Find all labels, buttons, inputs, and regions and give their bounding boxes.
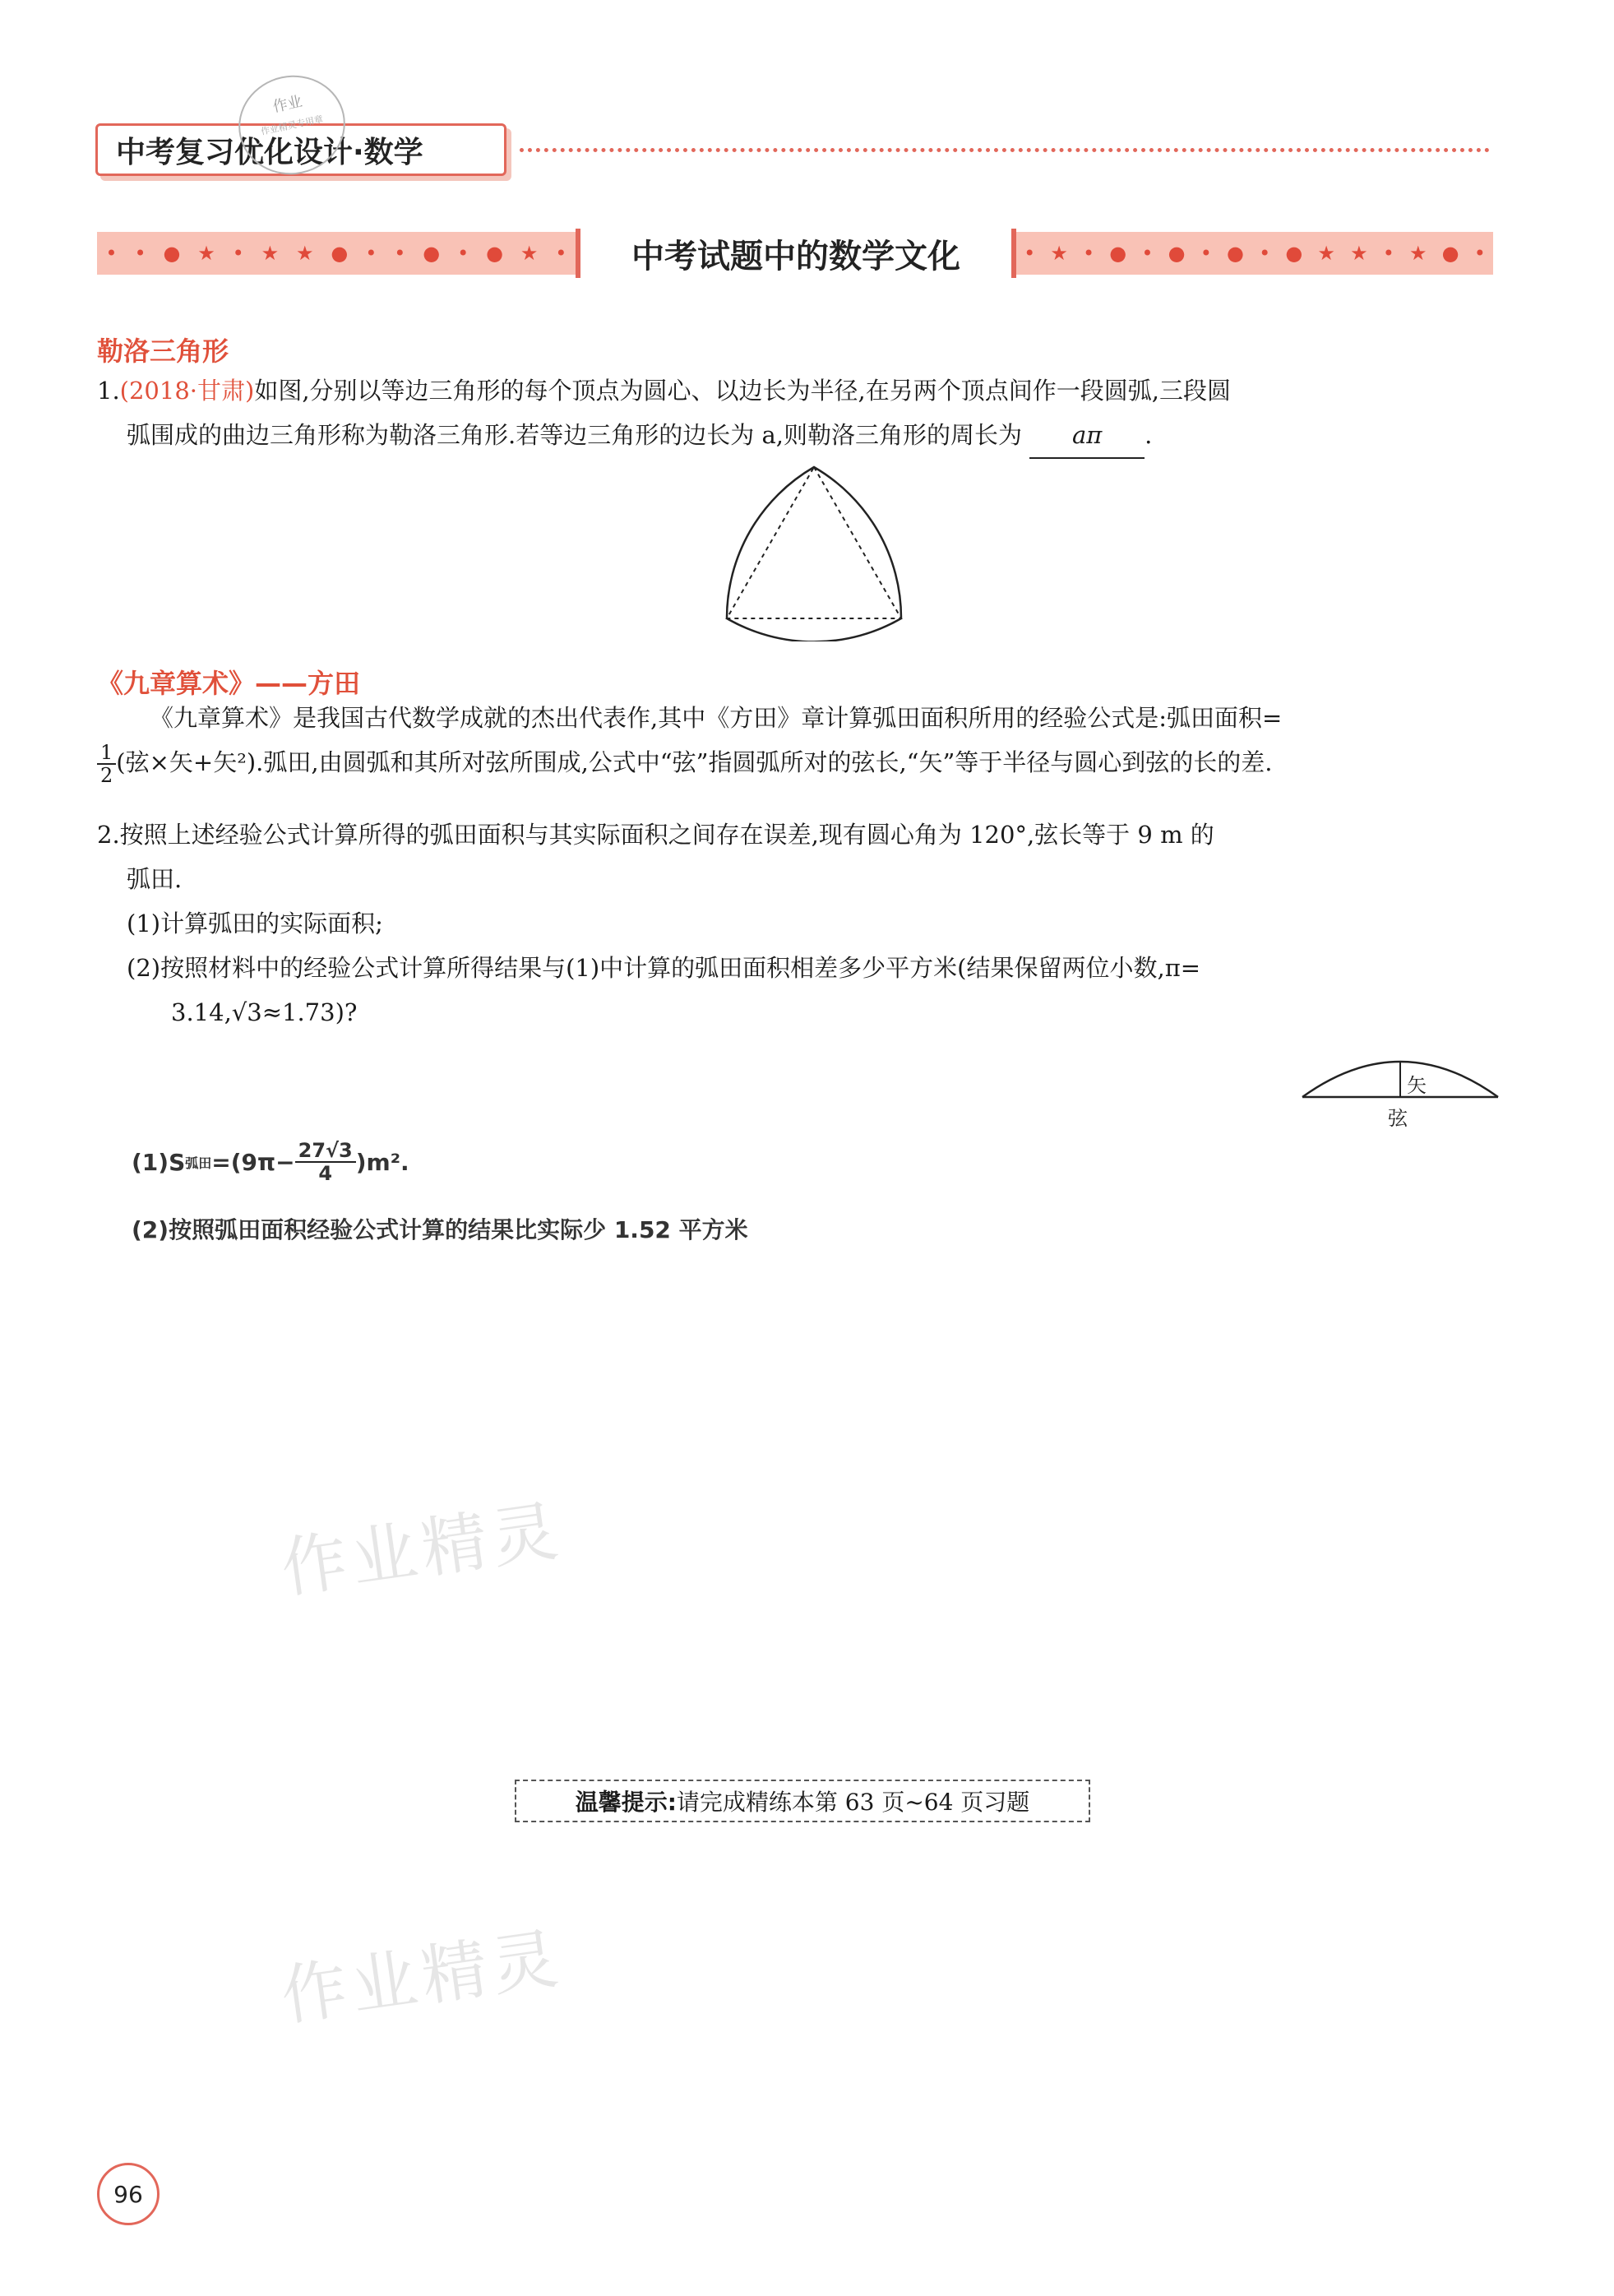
question1-line1: 1.(2018·甘肃)如图,分别以等边三角形的每个顶点为圆心、以边长为半径,在另两个顶点间作一段圆弧,三段圆 bbox=[97, 377, 1231, 405]
question2 bbox=[97, 812, 1503, 1035]
arrow-label: 矢 bbox=[1407, 1074, 1427, 1097]
answer1: (1)S 弧田 =(9π− $\frac{27√3}{4}$ )m². bbox=[132, 1139, 409, 1185]
tip-text: 请完成精练本第 63 页~64 页习题 bbox=[676, 1789, 1030, 1816]
stamp-bottom-text: 作业精灵专用章 bbox=[260, 113, 325, 137]
question2-part2-line2: 3.14,√3≈1.73)? bbox=[171, 998, 358, 1026]
header-dotted-rule bbox=[520, 148, 1490, 152]
answer1-fraction: $\frac{27√3}{4}$ bbox=[295, 1140, 356, 1184]
section2-intro bbox=[97, 696, 1503, 786]
book-title: 中考复习优化设计·数学 bbox=[116, 135, 423, 169]
banner-left-decoration: • • ● ★ • ★ ★ ● • • ● • ● ★ • bbox=[97, 232, 576, 275]
intro-line1: 《九章算术》是我国古代数学成就的杰出代表作,其中《方田》章计算弧田面积所用的经验公式是:弧田面积= bbox=[150, 704, 1283, 732]
watermark-2: 作业精灵 bbox=[276, 1919, 567, 2035]
question2-part2-line1: (2)按照材料中的经验公式计算所得结果与(1)中计算的弧田面积相差多少平方米(结果保留两位小数,π= bbox=[127, 954, 1201, 982]
question1-line2: 弧围成的曲边三角形称为勒洛三角形.若等边三角形的边长为 a,则勒洛三角形的周长为 aπ . bbox=[97, 413, 1495, 459]
question2-line1: 2.按照上述经验公式计算所得的弧田面积与其实际面积之间存在误差,现有圆心角为 120°,弦长等于 9 m 的 bbox=[97, 821, 1214, 849]
question2-part1: (1)计算弧田的实际面积; bbox=[127, 910, 383, 937]
watermark-1: 作业精灵 bbox=[276, 1492, 567, 1608]
stamp-top-text: 作业 bbox=[271, 93, 304, 117]
reminder-tip-box bbox=[515, 1780, 1090, 1822]
reuleaux-triangle-figure bbox=[707, 461, 921, 641]
page-number: 96 bbox=[97, 2163, 160, 2225]
arc-field-figure bbox=[1297, 1043, 1503, 1133]
answer-blank: aπ bbox=[1029, 413, 1145, 459]
section-banner-title: 中考试题中的数学文化 bbox=[576, 229, 1016, 278]
tip-label: 温馨提示: bbox=[575, 1789, 677, 1816]
section2-heading: 《九章算术》——方田 bbox=[97, 668, 361, 699]
question2-line2: 弧田. bbox=[127, 865, 183, 893]
question1 bbox=[97, 368, 1495, 459]
answer2: (2)按照弧田面积经验公式计算的结果比实际少 1.52 平方米 bbox=[132, 1216, 748, 1243]
chord-label: 弦 bbox=[1388, 1107, 1408, 1130]
banner-right-decoration: • ★ • ● • ● • ● • ● ★ ★ • ★ ● • bbox=[1016, 232, 1493, 275]
question1-source: (2018·甘肃) bbox=[119, 377, 255, 405]
intro-line2: $\frac{1}{2}$ (弦×矢+矢²).弧田,由圆弧和其所对弦所围成,公式中“弦”指圆弧所对的弦长,“矢”等于半径与圆心到弦的长的差. bbox=[97, 740, 1503, 786]
section1-heading: 勒洛三角形 bbox=[97, 336, 229, 367]
fraction-half: $\frac{1}{2}$ bbox=[97, 742, 116, 786]
